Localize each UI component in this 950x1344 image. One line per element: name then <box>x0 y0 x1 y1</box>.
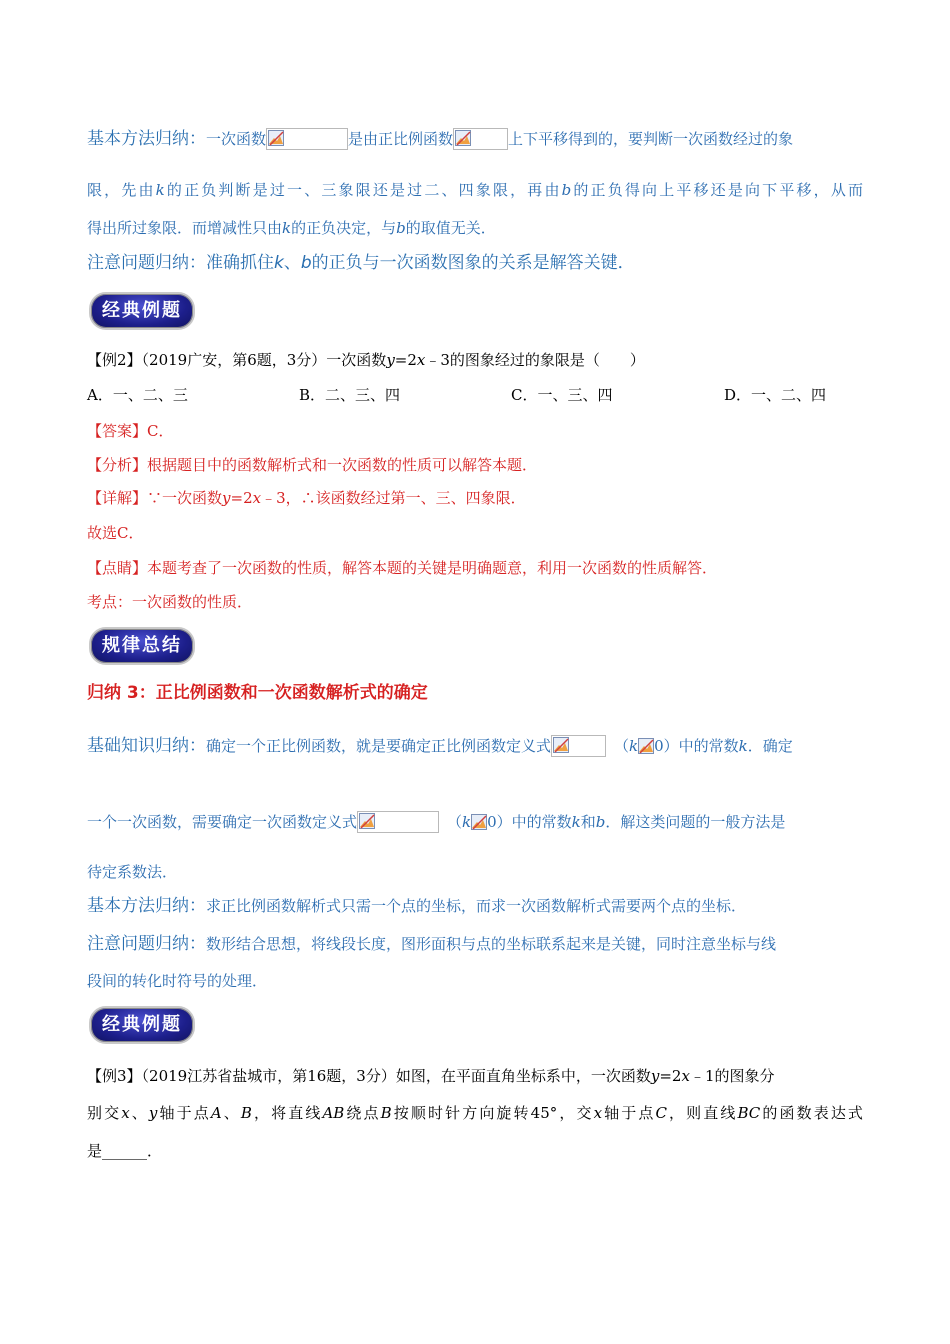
var-k: k <box>274 253 284 273</box>
text: ∵一次函数 <box>147 489 223 507</box>
var-b: b <box>595 813 606 831</box>
answer-line <box>87 421 174 441</box>
formula-image-placeholder <box>453 128 508 150</box>
var-k: k <box>462 813 472 831</box>
text: 和 <box>580 813 596 831</box>
text: （2019广安，第6题，3分）一次函数 <box>141 351 387 369</box>
var-x: x <box>121 1104 130 1122</box>
text: 按顺时针方向旋转45°，交 <box>391 1104 594 1122</box>
text: 绕点 <box>344 1104 381 1122</box>
text: ，将直线 <box>251 1104 323 1122</box>
tip-tag: 【点睛】 <box>87 559 148 577</box>
var-y: y <box>386 351 395 369</box>
method-summary-label: 基本方法归纳： <box>87 896 206 916</box>
var-x: x <box>593 1104 603 1122</box>
text: 别交 <box>87 1104 122 1122</box>
text: （ <box>447 813 463 831</box>
text: 、 <box>283 253 301 273</box>
analysis-tag: 【分析】 <box>87 456 148 474</box>
point-b: B <box>380 1104 392 1122</box>
var-y: y <box>222 489 231 507</box>
formula-image-placeholder <box>357 811 439 833</box>
text: =2 <box>230 489 253 507</box>
attention-summary-2-line2: 段间的转化时符号的处理． <box>87 972 268 990</box>
text: 得出所过象限．而增减性只由 <box>87 219 283 237</box>
var-k: k <box>282 219 292 237</box>
option-b: B．二、三、四 <box>299 386 401 404</box>
var-k: k <box>155 181 165 199</box>
text: ﹣1的图象分 <box>689 1067 775 1085</box>
var-b: b <box>561 181 572 199</box>
var-b: b <box>300 253 312 273</box>
broken-image-icon <box>471 814 487 830</box>
example-tag: 【例2】 <box>87 351 142 369</box>
text: 0）中的常数 <box>487 813 572 831</box>
basic-knowledge-line1 <box>87 735 793 757</box>
example-tag: 【例3】 <box>87 1067 142 1085</box>
text: 的正负得向上平移还是向下平移，从而 <box>571 181 863 199</box>
option-c: C．一、三、四 <box>511 386 613 404</box>
var-k: k <box>571 813 581 831</box>
choose-line: 故选C． <box>87 524 144 542</box>
var-y: y <box>650 1067 660 1085</box>
text: 一个一次函数，需要确定一次函数定义式 <box>87 813 358 831</box>
var-x: x <box>252 489 262 507</box>
attention-summary-1 <box>87 253 635 273</box>
text: ﹣3，∴该函数经过第一、三、四象限． <box>261 489 526 507</box>
text: 的函数表达式 <box>760 1104 863 1122</box>
text: 一次函数 <box>206 130 267 148</box>
text: =2 <box>659 1067 682 1085</box>
method-summary-1-line1 <box>87 128 793 150</box>
text: 、 <box>221 1104 241 1122</box>
method-summary-1-line3 <box>87 218 496 238</box>
point-b: B <box>240 1104 252 1122</box>
example-3-line3: 是______． <box>87 1142 163 1160</box>
var-k: k <box>738 737 748 755</box>
attention-summary-2-line1 <box>87 934 776 954</box>
text: ．解这类问题的一般方法是 <box>605 813 786 831</box>
section-3-title: 归纳 3：正比例函数和一次函数解析式的确定 <box>87 683 428 703</box>
text: 0）中的常数 <box>654 737 739 755</box>
summary-badge: 规律总结 <box>89 627 195 665</box>
text: 确定一个正比例函数，就是要确定正比例函数定义式 <box>206 737 552 755</box>
method-summary-label: 基本方法归纳： <box>87 129 206 149</box>
text: 的正负决定，与 <box>291 219 397 237</box>
text: 、 <box>129 1104 149 1122</box>
attention-label: 注意问题归纳： <box>87 253 206 273</box>
formula-image-placeholder <box>471 814 487 830</box>
line-ab: AB <box>322 1104 345 1122</box>
basic-knowledge-label: 基础知识归纳： <box>87 736 206 756</box>
broken-image-icon <box>268 130 284 146</box>
broken-image-icon <box>359 813 375 829</box>
text: 上下平移得到的，要判断一次函数经过的象 <box>508 130 794 148</box>
text: 数形结合思想，将线段长度，图形面积与点的坐标联系起来是关键，同时注意坐标与线 <box>206 935 777 953</box>
formula-image-placeholder <box>551 735 606 757</box>
answer-tag: 【答案】 <box>87 422 148 440</box>
broken-image-icon <box>638 738 654 754</box>
point-c: C <box>655 1104 667 1122</box>
text: 限，先由 <box>87 181 156 199</box>
text: （ <box>614 737 630 755</box>
basic-knowledge-line2 <box>87 811 785 833</box>
knowledge-point-line: 考点：一次函数的性质． <box>87 593 253 611</box>
point-a: A <box>210 1104 222 1122</box>
text: 准确抓住 <box>206 253 274 273</box>
text: ．确定 <box>747 737 793 755</box>
examples-badge: 经典例题 <box>89 1006 195 1044</box>
example-2-options <box>87 385 867 405</box>
option-a: A．一、二、三 <box>87 386 188 404</box>
text: 的正负与一次函数图象的关系是解答关键． <box>311 253 635 273</box>
example-3-line2 <box>87 1103 863 1123</box>
text: 求正比例函数解析式只需一个点的坐标，而求一次函数解析式需要两个点的坐标． <box>206 897 747 915</box>
example-2-question <box>87 350 645 370</box>
detail-tag: 【详解】 <box>87 489 148 507</box>
example-3-line1 <box>87 1066 774 1086</box>
text: 的取值无关． <box>405 219 496 237</box>
text: 的正负判断是过一、三象限还是过二、四象限，再由 <box>164 181 562 199</box>
option-d: D．一、二、四 <box>724 386 827 404</box>
var-b: b <box>396 219 406 237</box>
formula-image-placeholder <box>638 738 654 754</box>
text: ，则直线 <box>666 1104 738 1122</box>
text: （2019江苏省盐城市，第16题，3分）如图，在平面直角坐标系中，一次函数 <box>141 1067 651 1085</box>
line-bc: BC <box>737 1104 761 1122</box>
detail-line <box>87 488 526 508</box>
method-summary-1-line2 <box>87 180 863 200</box>
var-x: x <box>681 1067 690 1085</box>
broken-image-icon <box>553 737 569 753</box>
analysis-text: 根据题目中的函数解析式和一次函数的性质可以解答本题． <box>147 456 538 474</box>
broken-image-icon <box>455 130 471 146</box>
analysis-line <box>87 455 537 475</box>
var-y: y <box>148 1104 158 1122</box>
var-k: k <box>629 737 639 755</box>
tip-line <box>87 558 717 578</box>
answer-text: C． <box>147 422 174 440</box>
text: 是由正比例函数 <box>348 130 454 148</box>
text: ﹣3的图象经过的象限是（ ） <box>425 351 645 369</box>
text: 轴于点 <box>602 1104 656 1122</box>
text: 轴于点 <box>157 1104 211 1122</box>
var-x: x <box>416 351 426 369</box>
attention-label: 注意问题归纳： <box>87 934 206 954</box>
examples-badge: 经典例题 <box>89 292 195 330</box>
method-summary-2 <box>87 896 746 916</box>
basic-knowledge-line3: 待定系数法． <box>87 863 178 881</box>
tip-text: 本题考查了一次函数的性质，解答本题的关键是明确题意，利用一次函数的性质解答． <box>147 559 718 577</box>
text: =2 <box>394 351 417 369</box>
formula-image-placeholder <box>266 128 348 150</box>
